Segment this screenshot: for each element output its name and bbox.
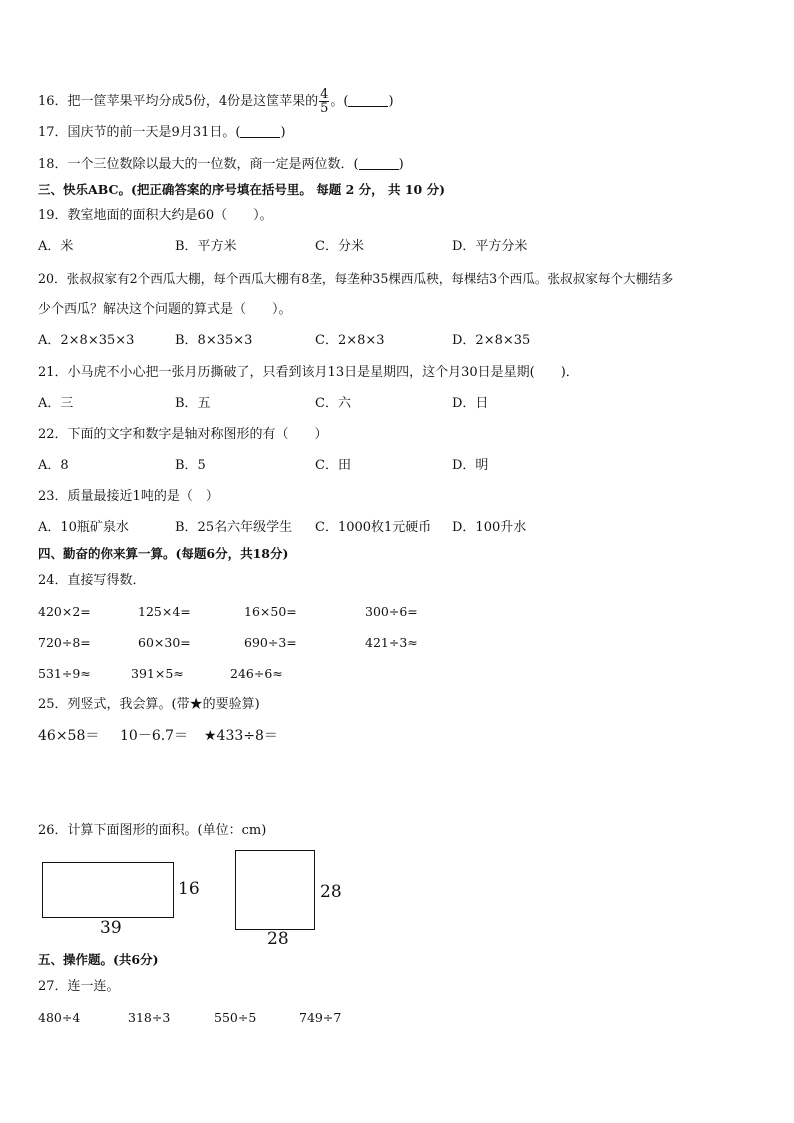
square-side-bottom-label: 28 <box>267 929 289 949</box>
section-3-heading: 三、快乐ABC。(把正确答案的序号填在括号里。 每题 2 分， 共 10 分) <box>38 182 445 197</box>
question-22-option-a[interactable]: A．8 <box>38 458 69 473</box>
calc-item: 300÷6= <box>365 604 418 619</box>
question-25-stem: 25．列竖式，我会算。(带★的要验算) <box>38 697 260 712</box>
question-18 <box>38 156 404 174</box>
question-19-stem: 19．教室地面的面积大约是60（ ）。 <box>38 208 273 223</box>
question-22-stem: 22．下面的文字和数字是轴对称图形的有（ ） <box>38 427 328 442</box>
question-27-stem: 27．连一连。 <box>38 979 120 994</box>
section-4-heading: 四、勤奋的你来算一算。(每题6分，共18分) <box>38 546 289 561</box>
question-22-option-c[interactable]: C．田 <box>315 458 351 473</box>
question-16-paren-close: ) <box>388 94 394 109</box>
calc-item: 421÷3≈ <box>365 635 418 650</box>
fraction-four-fifths <box>319 88 329 115</box>
calc-item: 125×4= <box>138 604 191 619</box>
question-17 <box>38 124 286 142</box>
vertical-calc-item: ★433÷8＝ <box>204 728 278 744</box>
rectangle-length-label: 39 <box>100 918 122 938</box>
question-16-paren-open: 。( <box>330 94 349 109</box>
question-21-option-b[interactable]: B．五 <box>175 396 211 411</box>
question-20-option-c[interactable]: C．2×8×3 <box>315 333 385 348</box>
question-20-option-b[interactable]: B．8×35×3 <box>175 333 253 348</box>
calc-item: 246÷6≈ <box>230 666 283 681</box>
calc-item: 690÷3= <box>244 635 297 650</box>
question-20-option-a[interactable]: A．2×8×35×3 <box>38 333 135 348</box>
section-5-heading: 五、操作题。(共6分) <box>38 952 159 967</box>
calc-item: 391×5≈ <box>131 666 184 681</box>
question-23-option-b[interactable]: B．25名六年级学生 <box>175 520 293 535</box>
question-22-option-b[interactable]: B．5 <box>175 458 206 473</box>
question-21-option-c[interactable]: C．六 <box>315 396 351 411</box>
match-item[interactable]: 749÷7 <box>299 1010 342 1025</box>
question-20-stem-line-2: 少个西瓜？解决这个问题的算式是（ ）。 <box>38 302 292 317</box>
question-18-text: 18．一个三位数除以最大的一位数，商一定是两位数．( <box>38 157 359 172</box>
fraction-denominator: 5 <box>320 101 329 116</box>
calc-item: 720÷8= <box>38 635 91 650</box>
calc-item: 16×50= <box>244 604 297 619</box>
match-item[interactable]: 550÷5 <box>214 1010 257 1025</box>
question-20-stem-line-1: 20．张叔叔家有2个西瓜大棚，每个西瓜大棚有8垄，每垄种35棵西瓜秧，每棵结3个西瓜。张叔叔家每个大棚结多 <box>38 271 674 286</box>
calc-item: 420×2= <box>38 604 91 619</box>
calc-item: 531÷9≈ <box>38 666 91 681</box>
question-19-option-d[interactable]: D．平方分米 <box>452 239 528 254</box>
question-23-option-d[interactable]: D．100升水 <box>452 520 527 535</box>
vertical-calc-item: 46×58＝ <box>38 728 100 744</box>
answer-blank-17[interactable] <box>240 125 280 138</box>
question-21-option-d[interactable]: D．日 <box>452 396 489 411</box>
rectangle-width-label: 16 <box>178 879 200 899</box>
question-20-option-d[interactable]: D．2×8×35 <box>452 333 531 348</box>
vertical-calc-item: 10－6.7＝ <box>120 728 189 744</box>
question-26-stem: 26．计算下面图形的面积。(单位：cm) <box>38 823 267 838</box>
match-item[interactable]: 480÷4 <box>38 1010 81 1025</box>
fraction-numerator: 4 <box>320 87 329 102</box>
question-24-stem: 24．直接写得数． <box>38 573 146 588</box>
question-22-option-d[interactable]: D．明 <box>452 458 489 473</box>
match-item[interactable]: 318÷3 <box>128 1010 171 1025</box>
question-21-stem: 21．小马虎不小心把一张月历撕破了，只看到该月13日是星期四，这个月30日是星期( )． <box>38 365 579 380</box>
question-21-option-a[interactable]: A．三 <box>38 396 74 411</box>
answer-blank-16[interactable] <box>348 94 388 107</box>
question-23-option-c[interactable]: C．1000枚1元硬币 <box>315 520 432 535</box>
square-figure <box>235 850 315 930</box>
calc-item: 60×30= <box>138 635 191 650</box>
question-18-paren-close: ) <box>398 157 404 172</box>
answer-blank-18[interactable] <box>359 157 399 170</box>
question-17-paren-close: ) <box>280 125 286 140</box>
question-16-text: 16．把一筐苹果平均分成5份，4份是这筐苹果的 <box>38 94 319 109</box>
question-23-option-a[interactable]: A．10瓶矿泉水 <box>38 520 129 535</box>
question-19-option-c[interactable]: C．分米 <box>315 239 364 254</box>
square-side-right-label: 28 <box>320 882 342 902</box>
question-19-option-b[interactable]: B．平方米 <box>175 239 237 254</box>
question-16 <box>38 88 394 115</box>
question-19-option-a[interactable]: A．米 <box>38 239 74 254</box>
question-17-text: 17．国庆节的前一天是9月31日。( <box>38 125 241 140</box>
question-23-stem: 23．质量最接近1吨的是（ ） <box>38 489 219 504</box>
rectangle-figure <box>42 862 174 918</box>
